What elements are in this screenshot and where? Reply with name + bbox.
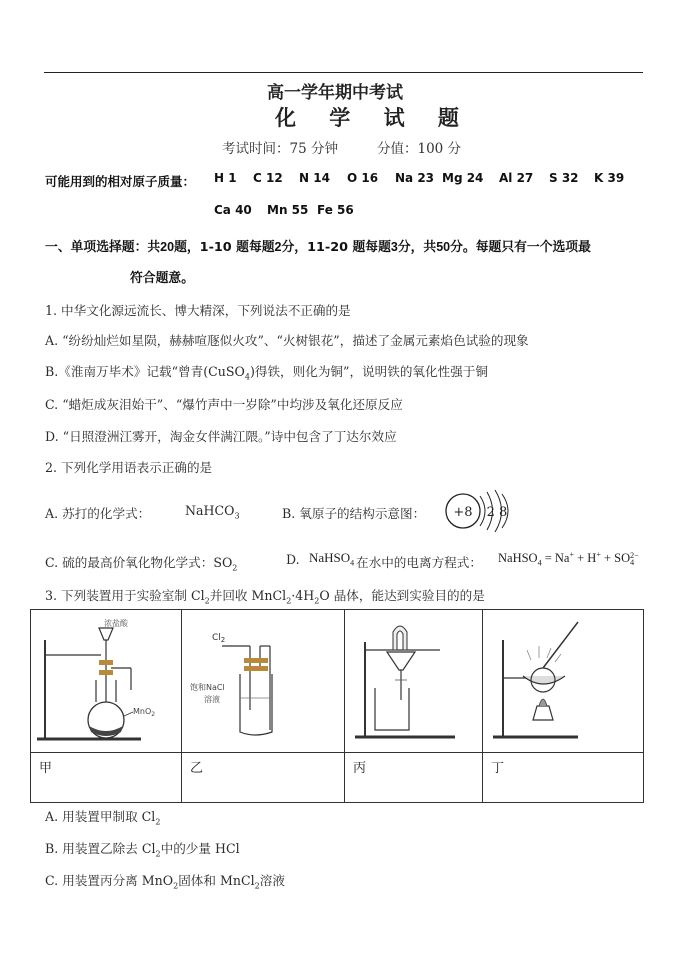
atomic-mass-item: Mg 24 <box>442 171 484 185</box>
atomic-mass-item: C 12 <box>253 171 283 185</box>
q3-option-b: B. 用装置乙除去 $Cl_2$中的少量 HCl <box>45 841 240 859</box>
header-rule <box>44 72 643 73</box>
atomic-mass-item: Al 27 <box>499 171 534 185</box>
apparatus-jia-cell <box>31 610 182 753</box>
apparatus-ding-cell <box>483 610 644 753</box>
electron-shell-1 <box>480 496 485 526</box>
apparatus-jia-drawing <box>31 610 181 748</box>
q1-option-c: C. “蜡炬成灰泪始干”、“爆竹声中一岁除”中均涉及氧化还原反应 <box>45 397 403 412</box>
q2-option-d-label: D. <box>286 552 300 567</box>
q2-stem: 2. 下列化学用语表示正确的是 <box>45 460 213 475</box>
section-header-line2: 符合题意。 <box>130 271 194 286</box>
atomic-mass-item: Ca 40 <box>214 203 252 217</box>
funnel-label: 浓盐酸 <box>104 619 128 628</box>
apparatus-label-bing: 丙 <box>353 761 367 776</box>
q3-option-a: A. 用装置甲制取 $Cl_2$ <box>45 809 161 827</box>
apparatus-yi-drawing <box>182 610 344 748</box>
yi-solution-label-1: 饱和NaCl <box>190 683 225 692</box>
exam-subtitle: 化 学 试 题 <box>275 105 472 130</box>
apparatus-table <box>30 609 644 803</box>
q2-option-d-equation: NaHSO$_4$ = Na+ + H+ + SO2− 4 <box>498 550 639 568</box>
apparatus-bing-cell <box>345 610 483 753</box>
q1-option-d: D. “日照澄洲江雾开，淘金女伴满江隈。”诗中包含了丁达尔效应 <box>45 429 397 444</box>
yi-gas-label: $Cl_2$ <box>212 633 226 644</box>
apparatus-label-cell <box>345 753 483 803</box>
yi-solution-label-2: 溶液 <box>204 695 220 704</box>
section-header: 一、单项选择题：共20题，1-10 题每题2分，11-20 题每题3分，共50分。每题只有一个选项最 <box>45 240 591 255</box>
apparatus-label-ding: 丁 <box>491 761 505 776</box>
q3-stem: 3. 下列装置用于实验室制 $Cl_2$并回收 $MnCl_2\cdot 4H_2O$ 晶体，能达到实验目的的是 <box>45 588 485 606</box>
q2-option-b-label: B. 氧原子的结构示意图： <box>282 506 426 521</box>
apparatus-label-cell <box>182 753 345 803</box>
atomic-mass-item: H 1 <box>214 171 237 185</box>
flask-label: MnO$_2$ <box>133 707 156 718</box>
q1-option-a: A. “纷纷灿烂如星陨，赫赫喧豗似火攻”、“火树银花”，描述了金属元素焰色试验的现象 <box>45 333 529 348</box>
apparatus-label-cell <box>483 753 644 803</box>
oxygen-atom-diagram <box>440 486 514 536</box>
q1-option-b: B.《淮南万毕术》记载“曾青(CuSO$_4$)得铁，则化为铜”，说明铁的氧化性强于铜 <box>45 364 488 382</box>
atomic-mass-item: Fe 56 <box>317 203 354 217</box>
q2-option-d-formula: NaHSO$_4$ <box>309 550 355 568</box>
apparatus-label-yi: 乙 <box>190 761 204 776</box>
atomic-mass-label: 可能用到的相对原子质量： <box>45 174 196 189</box>
shell-electrons: 2 8 <box>486 505 508 520</box>
atomic-mass-item: N 14 <box>299 171 330 185</box>
exam-title: 高一学年期中考试 <box>267 83 403 103</box>
exam-time: 考试时间：75 分钟 <box>222 141 338 157</box>
atomic-mass-item: Mn 55 <box>267 203 309 217</box>
exam-score: 分值：100 分 <box>377 141 462 157</box>
atomic-mass-item: O 16 <box>347 171 379 185</box>
q2-option-c: C. 硫的最高价氧化物化学式：$SO_2$ <box>45 555 238 573</box>
apparatus-bing-drawing <box>345 610 482 748</box>
atomic-mass-item: S 32 <box>549 171 579 185</box>
apparatus-yi-cell <box>182 610 345 753</box>
atomic-mass-item: K 39 <box>594 171 625 185</box>
q2-option-d-text: 在水中的电离方程式： <box>356 555 482 570</box>
nucleus-charge: +8 <box>453 505 473 520</box>
apparatus-ding-drawing <box>483 610 643 748</box>
q1-stem: 1. 中华文化源远流长、博大精深，下列说法不正确的是 <box>45 303 351 318</box>
q2-option-a-formula: NaHCO$_3$ <box>185 503 240 521</box>
apparatus-label-cell <box>31 753 182 803</box>
q2-option-a-label: A. 苏打的化学式： <box>45 506 151 521</box>
atomic-mass-item: Na 23 <box>395 171 435 185</box>
apparatus-label-jia: 甲 <box>39 761 53 776</box>
q3-option-c: C. 用装置丙分离 MnO$_2$固体和 MnCl$_2$溶液 <box>45 873 285 891</box>
